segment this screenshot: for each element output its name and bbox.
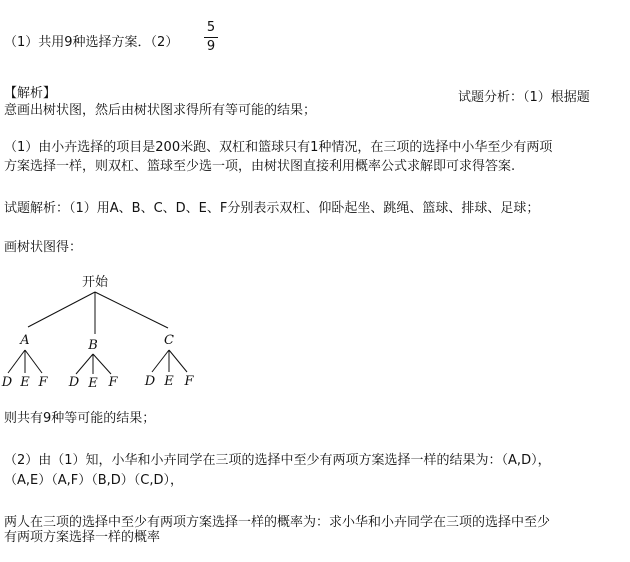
edge-root-a bbox=[28, 292, 95, 327]
tree-leaf-b-d: D bbox=[68, 375, 80, 390]
analysis-line5: 画树状图得： bbox=[4, 240, 83, 255]
tree-node-a: A bbox=[20, 333, 30, 348]
edge-c-d bbox=[152, 350, 169, 372]
analysis-line9: 两人在三项的选择中至少有两项方案选择一样的概率为：求小华和小卉同学在三项的选择中至少 bbox=[4, 515, 551, 530]
tree-leaf-c-f: F bbox=[184, 374, 194, 389]
analysis-line2: （1）由小卉选择的项目是200米跑、双杠和篮球只有1种情况，在三项的选择中小华至少有两项 bbox=[4, 140, 553, 155]
tree-leaf-b-e: E bbox=[88, 376, 98, 391]
answer-part1: （1）共用9种选择方案．（2） bbox=[4, 35, 179, 50]
fraction-numerator: 5 bbox=[206, 20, 216, 35]
tree-leaf-c-e: E bbox=[164, 374, 174, 389]
analysis-line8: （A,E）（A,F）（B,D）（C,D）， bbox=[4, 473, 184, 488]
tree-leaf-c-d: D bbox=[144, 374, 156, 389]
tree-leaf-a-f: F bbox=[38, 375, 48, 390]
analysis-right-text: 试题分析：（1）根据题 bbox=[458, 90, 590, 105]
edge-b-d bbox=[76, 354, 93, 374]
analysis-line7: （2）由（1）知，小华和小卉同学在三项的选择中至少有两项方案选择一样的结果为：（A,D）， bbox=[4, 453, 551, 468]
tree-root: 开始 bbox=[81, 275, 109, 290]
tree-node-c: C bbox=[164, 333, 174, 348]
analysis-line6: 则共有9种等可能的结果； bbox=[4, 411, 156, 426]
edge-root-c bbox=[95, 292, 168, 328]
answer-fraction bbox=[204, 20, 218, 55]
tree-diagram bbox=[0, 270, 240, 395]
analysis-line4: 试题解析：（1）用A、B、C、D、E、F分别表示双杠、仰卧起坐、跳绳、篮球、排球、足球； bbox=[4, 201, 540, 216]
fraction-bar bbox=[204, 37, 218, 38]
edge-b-f bbox=[93, 354, 111, 374]
fraction-denominator: 9 bbox=[206, 39, 216, 54]
analysis-line10: 有两项方案选择一样的概率 bbox=[4, 530, 161, 545]
tree-node-b: B bbox=[88, 338, 98, 353]
edge-a-d bbox=[8, 350, 25, 373]
edge-c-f bbox=[169, 350, 187, 372]
edge-a-f bbox=[25, 350, 42, 373]
tree-leaf-a-d: D bbox=[1, 375, 13, 390]
tree-leaf-b-f: F bbox=[108, 375, 118, 390]
analysis-line1: 意画出树状图，然后由树状图求得所有等可能的结果； bbox=[4, 103, 317, 118]
analysis-heading: 【解析】 bbox=[4, 86, 57, 101]
analysis-line3: 方案选择一样，则双杠、篮球至少选一项，由树状图直接利用概率公式求解即可求得答案. bbox=[4, 159, 516, 174]
tree-leaf-a-e: E bbox=[20, 375, 30, 390]
